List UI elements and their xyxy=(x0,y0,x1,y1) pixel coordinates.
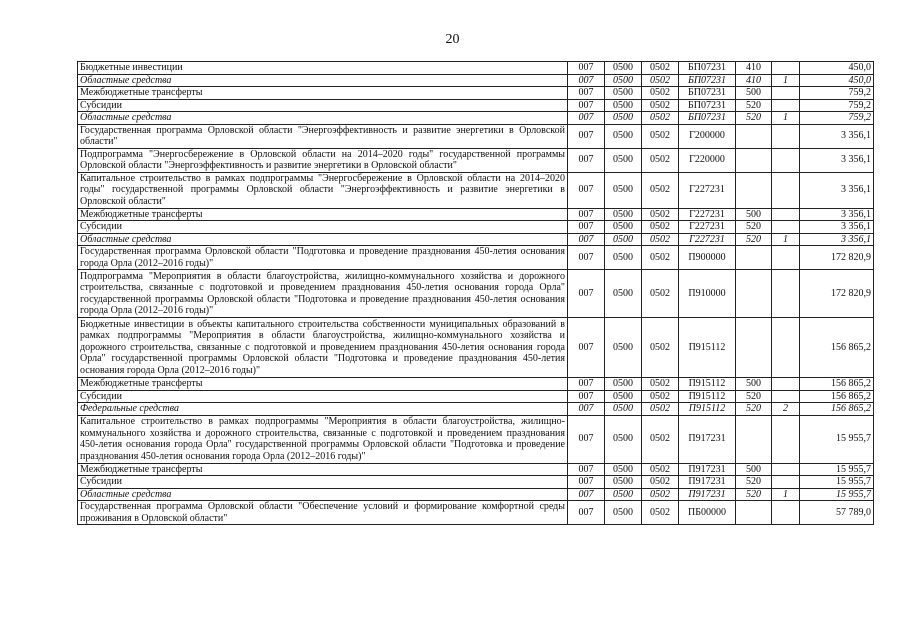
amount-cell: 759,2 xyxy=(800,112,874,125)
ministry-code-cell: 007 xyxy=(568,476,605,489)
amount-cell: 3 356,1 xyxy=(800,233,874,246)
ministry-code-cell: 007 xyxy=(568,501,605,525)
section-code-cell: 0500 xyxy=(605,476,642,489)
amount-cell: 156 865,2 xyxy=(800,390,874,403)
section-code-cell: 0500 xyxy=(605,390,642,403)
target-article-cell: П917231 xyxy=(679,476,736,489)
ministry-code-cell: 007 xyxy=(568,415,605,463)
expense-name-cell: Областные средства xyxy=(78,488,568,501)
section-code-cell: 0500 xyxy=(605,124,642,148)
funding-source-cell xyxy=(772,463,800,476)
target-article-cell: БП07231 xyxy=(679,112,736,125)
target-article-cell: П917231 xyxy=(679,415,736,463)
subsection-code-cell: 0502 xyxy=(642,233,679,246)
table-row xyxy=(78,403,874,416)
target-article-cell: БП07231 xyxy=(679,62,736,75)
amount-cell: 15 955,7 xyxy=(800,488,874,501)
target-article-cell: Г227231 xyxy=(679,233,736,246)
expense-type-cell: 410 xyxy=(736,74,772,87)
section-code-cell: 0500 xyxy=(605,233,642,246)
page-number: 20 xyxy=(445,32,460,47)
funding-source-cell xyxy=(772,124,800,148)
section-code-cell: 0500 xyxy=(605,208,642,221)
expense-name-cell: Субсидии xyxy=(78,476,568,489)
funding-source-cell xyxy=(772,270,800,318)
expense-name-cell: Бюджетные инвестиции xyxy=(78,62,568,75)
ministry-code-cell: 007 xyxy=(568,112,605,125)
expense-name-cell: Субсидии xyxy=(78,99,568,112)
table-row xyxy=(78,246,874,270)
expense-name-cell: Капитальное строительство в рамках подпрограммы "Энергосбережение в Орловской области на 2014–2020 годы" государственной программы Орловской области "Энергоэффективность и развитие энергетики в Орловской области" xyxy=(78,172,568,208)
amount-cell: 3 356,1 xyxy=(800,148,874,172)
section-code-cell: 0500 xyxy=(605,74,642,87)
target-article-cell: Г227231 xyxy=(679,208,736,221)
target-article-cell: Г227231 xyxy=(679,172,736,208)
subsection-code-cell: 0502 xyxy=(642,62,679,75)
amount-cell: 3 356,1 xyxy=(800,124,874,148)
table-row xyxy=(78,378,874,391)
table-row xyxy=(78,476,874,489)
amount-cell: 759,2 xyxy=(800,87,874,100)
funding-source-cell xyxy=(772,246,800,270)
table-row xyxy=(78,390,874,403)
expense-type-cell xyxy=(736,172,772,208)
expense-type-cell xyxy=(736,415,772,463)
table-row xyxy=(78,488,874,501)
table-row xyxy=(78,270,874,318)
amount-cell: 3 356,1 xyxy=(800,208,874,221)
subsection-code-cell: 0502 xyxy=(642,208,679,221)
budget-table xyxy=(77,61,874,525)
ministry-code-cell: 007 xyxy=(568,318,605,378)
ministry-code-cell: 007 xyxy=(568,233,605,246)
expense-name-cell: Подпрограмма "Энергосбережение в Орловской области на 2014–2020 годы" государственной программы Орловской области "Энергоэффективность и развитие энергетики в Орловской области" xyxy=(78,148,568,172)
table-row xyxy=(78,99,874,112)
expense-name-cell: Подпрограмма "Мероприятия в области благоустройства, жилищно-коммунального хозяйства и дорожного строительства, связанные с подготовкой и проведением празднования 450-летия основания города Орла" государственной программы Орловской области "Подготовка и проведение празднования 450-летия основания города Орла (2012–2016 годы)" xyxy=(78,270,568,318)
funding-source-cell xyxy=(772,172,800,208)
ministry-code-cell: 007 xyxy=(568,87,605,100)
table-row xyxy=(78,87,874,100)
funding-source-cell xyxy=(772,99,800,112)
subsection-code-cell: 0502 xyxy=(642,112,679,125)
expense-name-cell: Областные средства xyxy=(78,112,568,125)
section-code-cell: 0500 xyxy=(605,221,642,234)
table-row xyxy=(78,318,874,378)
funding-source-cell: 2 xyxy=(772,403,800,416)
target-article-cell: БП07231 xyxy=(679,87,736,100)
funding-source-cell: 1 xyxy=(772,488,800,501)
target-article-cell: П915112 xyxy=(679,318,736,378)
funding-source-cell: 1 xyxy=(772,233,800,246)
target-article-cell: Г227231 xyxy=(679,221,736,234)
expense-type-cell: 520 xyxy=(736,221,772,234)
section-code-cell: 0500 xyxy=(605,463,642,476)
funding-source-cell xyxy=(772,62,800,75)
expense-type-cell: 500 xyxy=(736,208,772,221)
ministry-code-cell: 007 xyxy=(568,99,605,112)
table-row xyxy=(78,233,874,246)
table-row xyxy=(78,112,874,125)
table-row xyxy=(78,148,874,172)
section-code-cell: 0500 xyxy=(605,415,642,463)
expense-name-cell: Федеральные средства xyxy=(78,403,568,416)
section-code-cell: 0500 xyxy=(605,501,642,525)
table-row xyxy=(78,501,874,525)
section-code-cell: 0500 xyxy=(605,148,642,172)
expense-type-cell xyxy=(736,270,772,318)
expense-name-cell: Государственная программа Орловской области "Энергоэффективность и развитие энергетики в Орловской области" xyxy=(78,124,568,148)
subsection-code-cell: 0502 xyxy=(642,488,679,501)
expense-name-cell: Государственная программа Орловской области "Обеспечение условий и формирование комфортной среды проживания в Орловской области" xyxy=(78,501,568,525)
expense-type-cell: 520 xyxy=(736,99,772,112)
expense-name-cell: Субсидии xyxy=(78,390,568,403)
amount-cell: 57 789,0 xyxy=(800,501,874,525)
ministry-code-cell: 007 xyxy=(568,208,605,221)
subsection-code-cell: 0502 xyxy=(642,501,679,525)
section-code-cell: 0500 xyxy=(605,403,642,416)
target-article-cell: ПБ00000 xyxy=(679,501,736,525)
section-code-cell: 0500 xyxy=(605,318,642,378)
expense-name-cell: Межбюджетные трансферты xyxy=(78,87,568,100)
funding-source-cell xyxy=(772,221,800,234)
funding-source-cell xyxy=(772,501,800,525)
table-row xyxy=(78,172,874,208)
ministry-code-cell: 007 xyxy=(568,488,605,501)
section-code-cell: 0500 xyxy=(605,99,642,112)
amount-cell: 450,0 xyxy=(800,74,874,87)
subsection-code-cell: 0502 xyxy=(642,390,679,403)
subsection-code-cell: 0502 xyxy=(642,148,679,172)
expense-type-cell: 520 xyxy=(736,112,772,125)
amount-cell: 3 356,1 xyxy=(800,172,874,208)
target-article-cell: Г220000 xyxy=(679,148,736,172)
subsection-code-cell: 0502 xyxy=(642,403,679,416)
target-article-cell: П900000 xyxy=(679,246,736,270)
section-code-cell: 0500 xyxy=(605,172,642,208)
section-code-cell: 0500 xyxy=(605,87,642,100)
ministry-code-cell: 007 xyxy=(568,221,605,234)
target-article-cell: Г200000 xyxy=(679,124,736,148)
ministry-code-cell: 007 xyxy=(568,148,605,172)
amount-cell: 156 865,2 xyxy=(800,403,874,416)
ministry-code-cell: 007 xyxy=(568,124,605,148)
expense-type-cell: 520 xyxy=(736,390,772,403)
expense-type-cell: 520 xyxy=(736,488,772,501)
amount-cell: 450,0 xyxy=(800,62,874,75)
subsection-code-cell: 0502 xyxy=(642,74,679,87)
amount-cell: 172 820,9 xyxy=(800,270,874,318)
expense-type-cell: 520 xyxy=(736,476,772,489)
ministry-code-cell: 007 xyxy=(568,172,605,208)
funding-source-cell xyxy=(772,390,800,403)
funding-source-cell xyxy=(772,476,800,489)
subsection-code-cell: 0502 xyxy=(642,270,679,318)
funding-source-cell xyxy=(772,415,800,463)
table-row xyxy=(78,463,874,476)
ministry-code-cell: 007 xyxy=(568,378,605,391)
expense-type-cell xyxy=(736,246,772,270)
table-row xyxy=(78,208,874,221)
expense-type-cell xyxy=(736,124,772,148)
subsection-code-cell: 0502 xyxy=(642,172,679,208)
subsection-code-cell: 0502 xyxy=(642,318,679,378)
amount-cell: 172 820,9 xyxy=(800,246,874,270)
amount-cell: 759,2 xyxy=(800,99,874,112)
ministry-code-cell: 007 xyxy=(568,246,605,270)
expense-type-cell: 520 xyxy=(736,403,772,416)
expense-name-cell: Капитальное строительство в рамках подпрограммы "Мероприятия в области благоустройства, жилищно-коммунального хозяйства и дорожного строительства, связанные с подготовкой и проведением празднования 450-летия основания города Орла" государственной программы Орловской области "Подготовка и проведение празднования 450-летия основания города Орла (2012–2016 годы)" xyxy=(78,415,568,463)
subsection-code-cell: 0502 xyxy=(642,378,679,391)
target-article-cell: БП07231 xyxy=(679,74,736,87)
expense-type-cell: 500 xyxy=(736,378,772,391)
amount-cell: 156 865,2 xyxy=(800,378,874,391)
target-article-cell: П915112 xyxy=(679,390,736,403)
subsection-code-cell: 0502 xyxy=(642,463,679,476)
expense-type-cell xyxy=(736,318,772,378)
table-row xyxy=(78,221,874,234)
subsection-code-cell: 0502 xyxy=(642,415,679,463)
section-code-cell: 0500 xyxy=(605,378,642,391)
expense-type-cell: 500 xyxy=(736,463,772,476)
section-code-cell: 0500 xyxy=(605,270,642,318)
expense-name-cell: Межбюджетные трансферты xyxy=(78,208,568,221)
ministry-code-cell: 007 xyxy=(568,62,605,75)
ministry-code-cell: 007 xyxy=(568,390,605,403)
section-code-cell: 0500 xyxy=(605,488,642,501)
expense-name-cell: Субсидии xyxy=(78,221,568,234)
expense-name-cell: Межбюджетные трансферты xyxy=(78,463,568,476)
expense-type-cell: 520 xyxy=(736,233,772,246)
funding-source-cell: 1 xyxy=(772,74,800,87)
section-code-cell: 0500 xyxy=(605,62,642,75)
funding-source-cell: 1 xyxy=(772,112,800,125)
ministry-code-cell: 007 xyxy=(568,270,605,318)
expense-type-cell: 500 xyxy=(736,87,772,100)
expense-name-cell: Областные средства xyxy=(78,233,568,246)
ministry-code-cell: 007 xyxy=(568,403,605,416)
funding-source-cell xyxy=(772,87,800,100)
expense-type-cell xyxy=(736,501,772,525)
target-article-cell: П917231 xyxy=(679,463,736,476)
funding-source-cell xyxy=(772,208,800,221)
subsection-code-cell: 0502 xyxy=(642,476,679,489)
table-row xyxy=(78,62,874,75)
funding-source-cell xyxy=(772,378,800,391)
expense-name-cell: Бюджетные инвестиции в объекты капитального строительства собственности муниципальных образований в рамках подпрограммы "Мероприятия в области благоустройства, жилищно-коммунального хозяйства и дорожного строительства, связанные с подготовкой и проведением празднования 450-летия основания города Орла" государственной программы Орловской области "Подготовка и проведение празднования 450-летия основания города Орла (2012–2016 годы)" xyxy=(78,318,568,378)
table-row xyxy=(78,124,874,148)
funding-source-cell xyxy=(772,318,800,378)
expense-type-cell xyxy=(736,148,772,172)
table-row xyxy=(78,415,874,463)
ministry-code-cell: 007 xyxy=(568,74,605,87)
section-code-cell: 0500 xyxy=(605,246,642,270)
amount-cell: 156 865,2 xyxy=(800,318,874,378)
funding-source-cell xyxy=(772,148,800,172)
subsection-code-cell: 0502 xyxy=(642,246,679,270)
ministry-code-cell: 007 xyxy=(568,463,605,476)
expense-name-cell: Государственная программа Орловской области "Подготовка и проведение празднования 450-летия основания города Орла (2012–2016 годы)" xyxy=(78,246,568,270)
subsection-code-cell: 0502 xyxy=(642,124,679,148)
amount-cell: 15 955,7 xyxy=(800,415,874,463)
expense-type-cell: 410 xyxy=(736,62,772,75)
target-article-cell: П917231 xyxy=(679,488,736,501)
amount-cell: 15 955,7 xyxy=(800,476,874,489)
amount-cell: 3 356,1 xyxy=(800,221,874,234)
target-article-cell: П910000 xyxy=(679,270,736,318)
target-article-cell: П915112 xyxy=(679,378,736,391)
expense-name-cell: Межбюджетные трансферты xyxy=(78,378,568,391)
expense-name-cell: Областные средства xyxy=(78,74,568,87)
table-row xyxy=(78,74,874,87)
amount-cell: 15 955,7 xyxy=(800,463,874,476)
target-article-cell: П915112 xyxy=(679,403,736,416)
section-code-cell: 0500 xyxy=(605,112,642,125)
subsection-code-cell: 0502 xyxy=(642,221,679,234)
subsection-code-cell: 0502 xyxy=(642,99,679,112)
target-article-cell: БП07231 xyxy=(679,99,736,112)
subsection-code-cell: 0502 xyxy=(642,87,679,100)
